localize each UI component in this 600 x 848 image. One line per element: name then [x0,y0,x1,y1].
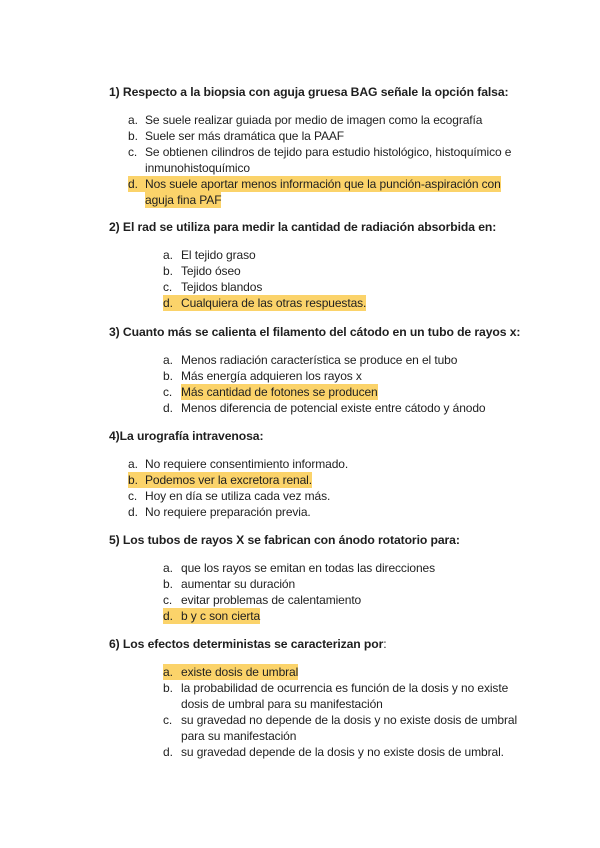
option-text: Hoy en día se utiliza cada vez más. [145,489,331,503]
question-3-title: 3) Cuanto más se calienta el filamento del cátodo en un tubo de rayos x: [109,325,521,339]
option-text: que los rayos se emitan en todas las direcciones [181,561,436,575]
option-text: aumentar su duración [181,577,296,591]
option-text: Se suele realizar guiada por medio de imagen como la ecografía [145,113,483,127]
option-marker: c. [163,280,173,294]
option-marker: a. [163,665,173,679]
option-text: existe dosis de umbral [175,664,298,680]
option-marker: d. [163,296,173,310]
option-text: su gravedad depende de la dosis y no existe dosis de umbral. [181,745,504,759]
option-marker: c. [163,593,173,607]
option-marker: b. [163,369,173,383]
option-marker: a. [163,248,173,262]
option-marker: b. [163,681,173,695]
option-text: Más energía adquieren los rayos x [181,369,362,383]
option-text: El tejido graso [181,248,256,262]
option-text: Menos diferencia de potencial existe entre cátodo y ánodo [181,401,486,415]
option-marker: c. [163,385,173,399]
question-2-title: 2) El rad se utiliza para medir la cantidad de radiación absorbida en: [109,220,497,234]
option-text: Menos radiación característica se produce en el tubo [181,353,458,367]
option-text-line-2: para su manifestación [181,729,297,743]
option-marker: b. [128,473,138,487]
option-marker: a. [163,353,173,367]
option-marker: d. [163,745,173,759]
option-marker: a. [128,113,138,127]
option-marker: b. [128,129,138,143]
option-text: Cualquiera de las otras respuestas. [175,295,366,311]
option-text: Podemos ver la excretora renal. [139,472,312,488]
question-5-title: 5) Los tubos de rayos X se fabrican con ánodo rotatorio para: [109,533,460,547]
option-marker: a. [128,457,138,471]
question-4-title: 4)La urografía intravenosa: [109,429,264,443]
option-text: b y c son cierta [175,608,260,624]
question-6-title-colon: : [383,637,387,651]
option-text: Suele ser más dramática que la PAAF [145,129,345,143]
option-text: No requiere consentimiento informado. [145,457,349,471]
option-marker: b. [163,577,173,591]
option-marker: a. [163,561,173,575]
option-text-line-2: aguja fina PAF [145,193,222,207]
question-6-title-text: 6) Los efectos deterministas se caracterizan por [109,637,384,651]
option-text: Tejido óseo [181,264,241,278]
option-text-line-1: su gravedad no depende de la dosis y no existe dosis de umbral [181,713,518,727]
option-text: No requiere preparación previa. [145,505,311,519]
option-text-line-2: inmunohistoquímico [145,161,250,175]
option-marker: b. [163,264,173,278]
option-text-line-2: dosis de umbral para su manifestación [181,697,383,711]
question-1-title: 1) Respecto a la biopsia con aguja gruesa BAG señale la opción falsa: [109,85,509,99]
option-text: evitar problemas de calentamiento [181,593,362,607]
option-marker: c. [128,489,138,503]
option-text-line-1: Se obtienen cilindros de tejido para estudio histológico, histoquímico e [145,145,512,159]
option-marker: d. [163,609,173,623]
option-marker: c. [128,145,138,159]
option-marker: d. [163,401,173,415]
option-marker: d. [128,505,138,519]
question-6-title [109,637,387,651]
option-text-line-1: la probabilidad de ocurrencia es función de la dosis y no existe [181,681,509,695]
option-marker: c. [163,713,173,727]
option-text: Más cantidad de fotones se producen [181,385,378,399]
option-text: Tejidos blandos [181,280,263,294]
option-marker: d. [128,177,138,191]
option-text-line-1: Nos suele aportar menos información que la punción-aspiración con [139,176,501,192]
